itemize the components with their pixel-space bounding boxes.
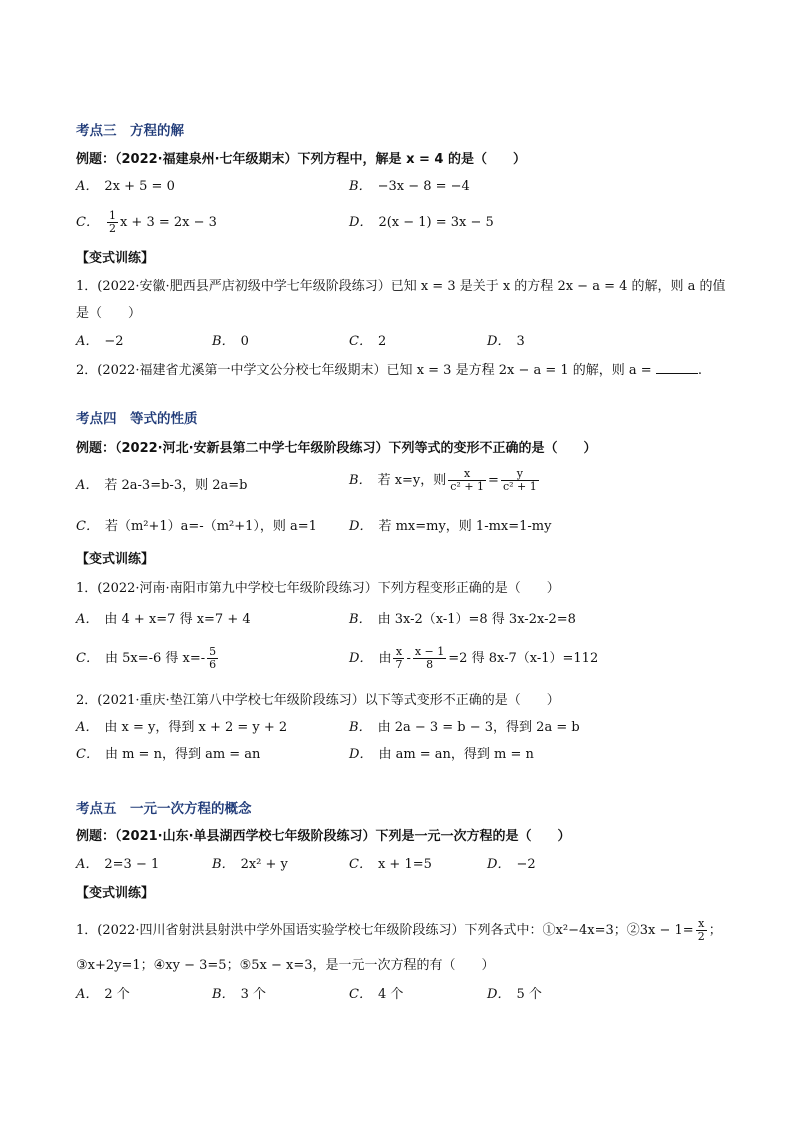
sec5-option-c: C． x + 1=5 (349, 857, 432, 872)
sec5-option-b: B． 2x² + y (212, 857, 288, 872)
fraction: $\frac{1}{2}$ (108, 209, 116, 235)
sec4-q1-option-d: D． 由 $\frac{x}{7}$ - $\frac{x - 1}{8}$ =2 得 8x-7（x-1）=112 (349, 645, 599, 671)
sec4-option-b: B． 若 x=y，则 $\frac{x}{\text{c² + 1}}$ = $\frac{y}{\text{c² + 1}}$ (349, 467, 537, 493)
section-5-example: 例题：（2021·山东·单县湖西学校七年级阶段练习）下列是一元一次方程的是（ ） (76, 829, 571, 844)
sec3-q1-option-b: B． 0 (212, 334, 249, 349)
sec4-q1: 1．(2022·河南·南阳市第九中学校七年级阶段练习）下列方程变形正确的是（ ） (76, 581, 560, 596)
sec4-training-heading: 【变式训练】 (76, 552, 155, 567)
sec3-option-b: B． −3x − 8 = −4 (349, 179, 470, 194)
sec5-q1-line1: 1．(2022·四川省射洪县射洪中学外国语实验学校七年级阶段练习）下列各式中：①x²−4x=3；②3x − 1= $\frac{x}{2}$ ； (76, 917, 722, 943)
sec4-option-c: C． 若（m²+1）a=-（m²+1），则 a=1 (76, 519, 317, 534)
section-3-title: 考点三 方程的解 (76, 123, 184, 139)
sec3-q1-line2: 是（ ） (76, 306, 142, 321)
section-4-example: 例题：（2022·河北·安新县第二中学七年级阶段练习）下列等式的变形不正确的是（ ） (76, 441, 597, 456)
sec4-q1-option-c: C． 由 5x=-6 得 x=- $\frac{5}{6}$ (76, 645, 217, 671)
sec4-q1-option-a: A． 由 4 + x=7 得 x=7 + 4 (76, 612, 251, 627)
sec4-q2: 2．(2021·重庆·垫江第八中学校七年级阶段练习）以下等式变形不正确的是（ ） (76, 693, 560, 708)
sec4-q2-option-b: B． 由 2a − 3 = b − 3，得到 2a = b (349, 720, 580, 735)
section-4-title: 考点四 等式的性质 (76, 411, 198, 427)
sec4-q2-option-c: C． 由 m = n，得到 am = an (76, 747, 261, 762)
sec4-option-d: D． 若 mx=my，则 1-mx=1-my (349, 519, 552, 534)
sec5-q1-option-a: A． 2 个 (76, 987, 130, 1002)
sec3-q1-option-d: D． 3 (487, 334, 525, 349)
sec4-q1-option-b: B． 由 3x-2（x-1）=8 得 3x-2x-2=8 (349, 612, 576, 627)
sec5-q1-line2: ③x+2y=1；④xy − 3=5；⑤5x − x=3，是一元一次方程的有（ ） (76, 958, 495, 973)
sec4-option-a: A． 若 2a-3=b-3，则 2a=b (76, 478, 248, 493)
sec3-q1-line1: 1．(2022·安徽·肥西县严店初级中学七年级阶段练习）已知 x = 3 是关于 x 的方程 2x − a = 4 的解，则 a 的值 (76, 279, 726, 294)
sec5-q1-option-d: D． 5 个 (487, 987, 542, 1002)
sec5-q1-option-b: B． 3 个 (212, 987, 266, 1002)
sec3-q2: 2．(2022·福建省尤溪第一中学文公分校七年级期末）已知 x = 3 是方程 2x − a = 1 的解，则 a = . (76, 363, 702, 378)
sec3-q1-option-c: C． 2 (349, 334, 387, 349)
sec5-option-d: D． −2 (487, 857, 536, 872)
sec4-q2-option-a: A． 由 x = y，得到 x + 2 = y + 2 (76, 720, 288, 735)
sec3-q1-option-a: A． −2 (76, 334, 124, 349)
sec5-option-a: A． 2=3 − 1 (76, 857, 160, 872)
section-3-example (76, 151, 526, 169)
section-5-title: 考点五 一元一次方程的概念 (76, 801, 252, 817)
sec5-training-heading: 【变式训练】 (76, 886, 155, 901)
sec3-option-a: A． 2x + 5 = 0 (76, 179, 175, 194)
answer-blank[interactable] (656, 361, 698, 374)
sec5-q1-option-c: C． 4 个 (349, 987, 404, 1002)
sec3-option-c: C． $\frac{1}{2}$ x + 3 = 2x − 3 (76, 209, 217, 235)
example-text: 例题：（2022·福建泉州·七年级期末）下列方程中，解是 x = 4 的是（ ） (76, 152, 526, 167)
sec4-q2-option-d: D． 由 am = an，得到 m = n (349, 747, 534, 762)
sec3-training-heading: 【变式训练】 (76, 251, 155, 266)
sec3-option-d: D． 2(x − 1) = 3x − 5 (349, 215, 494, 230)
